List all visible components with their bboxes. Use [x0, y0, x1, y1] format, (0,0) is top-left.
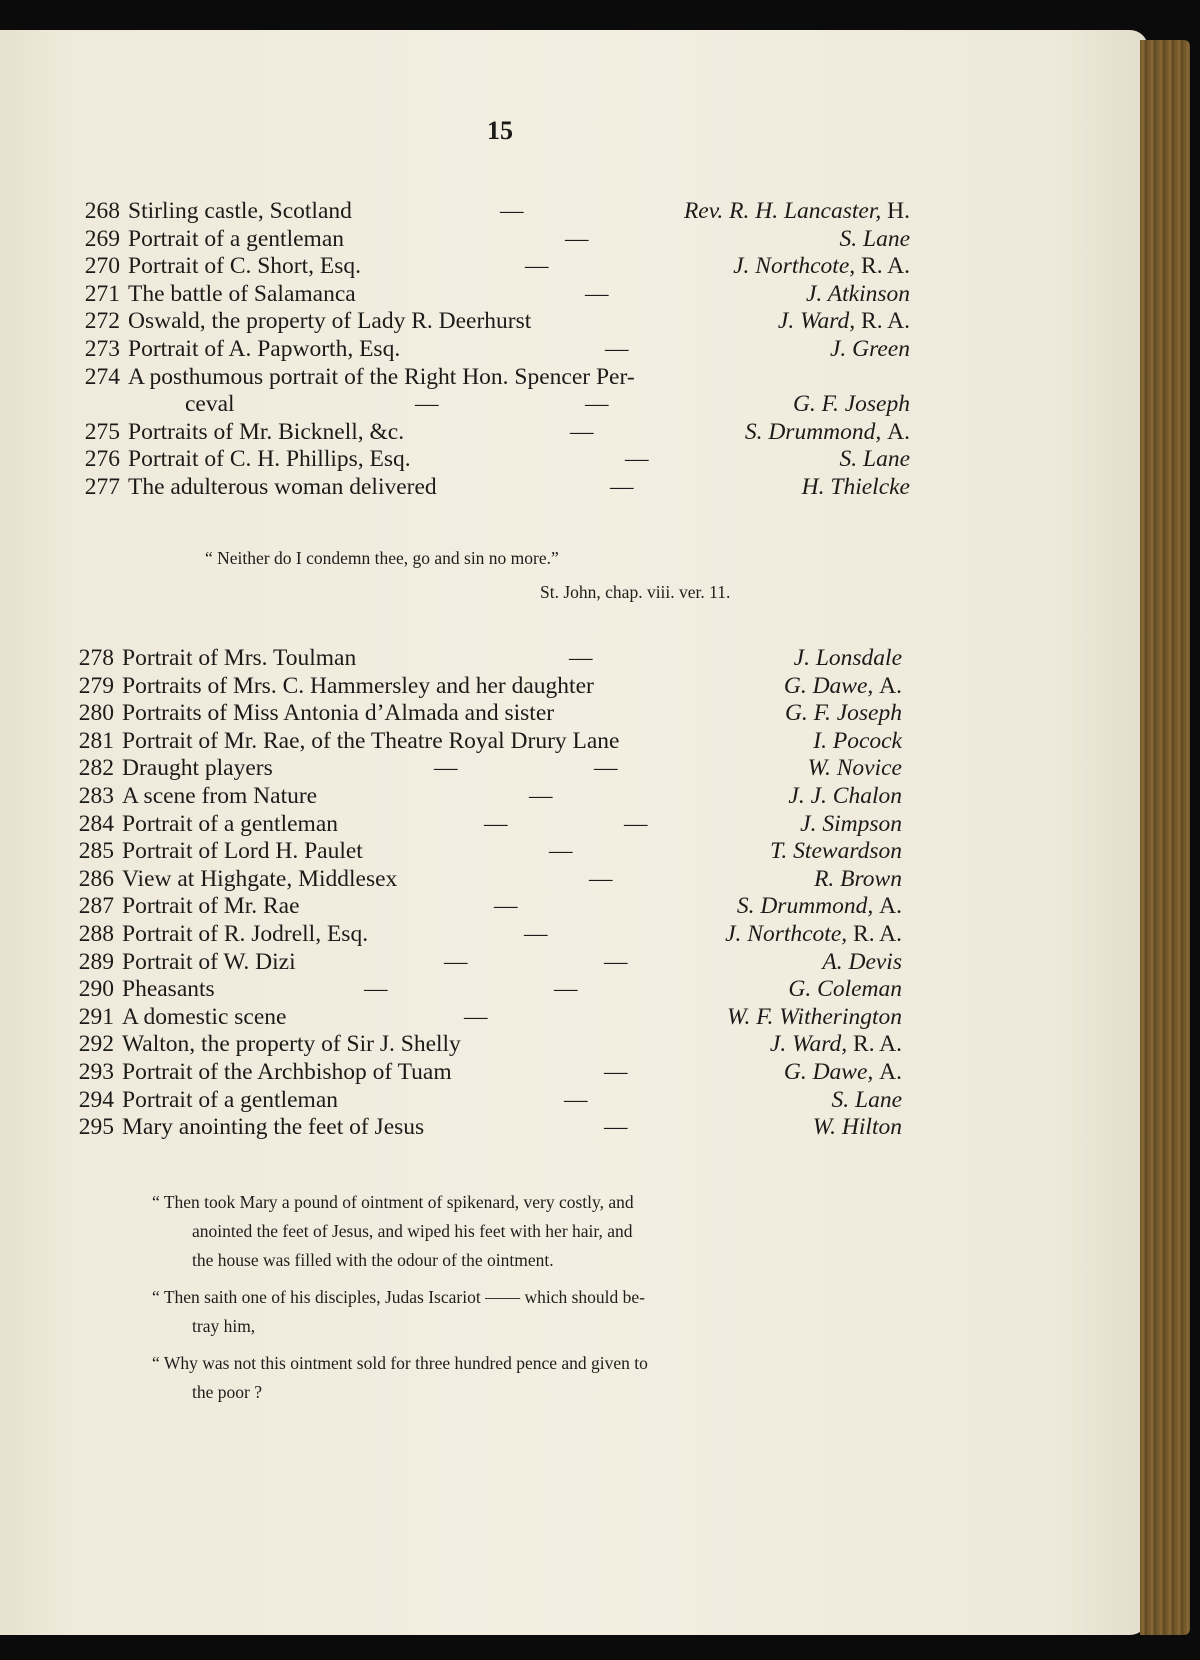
entry-artist: [822, 949, 902, 977]
entry-row: [70, 336, 910, 364]
entry-artist: [784, 1059, 902, 1087]
entry-list-1: [70, 198, 910, 502]
entry-title: Portrait of a gentleman: [122, 810, 338, 837]
artist-name: G. F. Joseph: [784, 700, 902, 727]
entry-title: Portrait of Lord H. Paulet: [122, 838, 363, 865]
dash-separator: —: [569, 645, 593, 671]
entry-artist: [793, 391, 910, 419]
entry-artist: [684, 198, 910, 226]
entry-number: 270: [84, 253, 120, 280]
artist-name: J. Lonsdale: [793, 645, 902, 671]
artist-honours: A.: [887, 418, 910, 445]
entry-row: [70, 281, 910, 309]
entry-title: Portrait of Mr. Rae: [122, 893, 300, 920]
entry-number: 287: [78, 893, 114, 920]
dash-separator: —: [624, 810, 648, 837]
entry-artist: [788, 976, 902, 1004]
artist-name: T. Stewardson: [770, 838, 902, 865]
entry-title: Oswald, the property of Lady R. Deerhurst: [128, 308, 532, 335]
entry-artist: [802, 474, 910, 502]
entry-row: [70, 364, 910, 392]
page-number: 15: [487, 116, 513, 145]
entry-title: Portraits of Mrs. C. Hammersley and her daughter: [122, 672, 594, 699]
dash-separator: —: [549, 838, 573, 865]
entry-number: 277: [84, 473, 120, 500]
entry-row: [70, 308, 910, 336]
dash-separator: —: [610, 473, 634, 500]
artist-honours: R. A.: [853, 920, 902, 947]
dash-separator: —: [524, 920, 548, 947]
entry-number: 272: [84, 308, 120, 335]
entry-artist: [788, 783, 902, 811]
artist-name: S. Lane: [839, 446, 910, 473]
artist-name: J. Ward,: [777, 308, 856, 335]
quote-paragraph-1: [152, 1188, 802, 1275]
artist-name: S. Lane: [839, 225, 910, 252]
artist-name: W. F. Witherington: [727, 1003, 902, 1030]
entry-title: Portrait of a gentleman: [122, 1086, 338, 1113]
quote-line: “ Then saith one of his disciples, Judas Iscariot —— which should be-: [152, 1287, 645, 1307]
entry-artist: [770, 1031, 902, 1059]
entry-row: [64, 1031, 902, 1059]
artist-name: G. Dawe,: [783, 672, 874, 699]
entry-number: 294: [78, 1086, 114, 1113]
entry-title: A domestic scene: [122, 1003, 287, 1030]
quote-line: tray him,: [192, 1316, 256, 1336]
scripture-quote: “ Neither do I condemn thee, go and sin no more.”: [205, 548, 559, 568]
dash-separator: —: [585, 280, 609, 307]
dash-separator: —: [529, 782, 553, 809]
entry-artist: [813, 728, 902, 756]
artist-honours: H.: [887, 198, 910, 224]
entry-number: 293: [78, 1058, 114, 1085]
artist-name: H. Thielcke: [801, 473, 910, 500]
dash-separator: —: [415, 391, 439, 418]
catalogue-page: [0, 30, 1148, 1635]
dash-separator: —: [484, 810, 508, 837]
entry-artist: [745, 419, 910, 447]
entry-number: 289: [78, 948, 114, 975]
entry-artist: [770, 838, 902, 866]
entry-number: 273: [84, 335, 120, 362]
entry-number: 282: [78, 755, 114, 782]
entry-row: [64, 921, 902, 949]
entry-number: 288: [78, 920, 114, 947]
entry-number: 271: [84, 280, 120, 307]
artist-name: J. J. Chalon: [788, 782, 902, 809]
entry-list-2: [64, 645, 902, 1142]
entry-number: 279: [78, 672, 114, 699]
entry-number: 295: [78, 1114, 114, 1141]
entry-artist: [737, 893, 902, 921]
entry-artist: [733, 253, 910, 281]
dash-separator: —: [570, 418, 594, 445]
dash-separator: —: [604, 1114, 628, 1141]
dash-separator: —: [585, 391, 609, 418]
entry-number: 285: [78, 838, 114, 865]
artist-honours: R. A.: [861, 308, 910, 335]
dash-separator: —: [494, 893, 518, 920]
entry-row: [70, 474, 910, 502]
entry-number: 274: [84, 363, 120, 390]
entry-number: 280: [78, 700, 114, 727]
entry-number: 268: [84, 198, 120, 224]
dash-separator: —: [434, 755, 458, 782]
artist-honours: R. A.: [861, 253, 910, 280]
entry-title: The adulterous woman delivered: [128, 473, 437, 500]
entry-title: View at Highgate, Middlesex: [122, 865, 398, 892]
entry-title: Portrait of the Archbishop of Tuam: [122, 1058, 452, 1085]
dash-separator: —: [444, 948, 468, 975]
entry-title: Portrait of A. Papworth, Esq.: [128, 335, 401, 362]
entry-number: 290: [78, 976, 114, 1003]
entry-title: Portrait of Mrs. Toulman: [122, 645, 357, 671]
entry-artist: [794, 645, 902, 673]
entry-number: 276: [84, 446, 120, 473]
artist-name: J. Atkinson: [806, 280, 910, 307]
entry-number: 291: [78, 1003, 114, 1030]
entry-row: [70, 446, 910, 474]
quote-line: the house was filled with the odour of the ointment.: [192, 1250, 554, 1270]
dash-separator: —: [605, 335, 629, 362]
entry-artist: [808, 755, 902, 783]
artist-name: S. Drummond,: [744, 418, 882, 445]
entry-row: [70, 253, 910, 281]
quote-line: the poor ?: [192, 1382, 262, 1402]
entry-number: 284: [78, 810, 114, 837]
entry-row: [64, 783, 902, 811]
entry-row: [70, 391, 910, 419]
entry-title: A scene from Nature: [122, 782, 318, 809]
quote-line: “ Why was not this ointment sold for three hundred pence and given to: [152, 1353, 648, 1373]
entry-row: [64, 1087, 902, 1115]
quote-line: anointed the feet of Jesus, and wiped his feet with her hair, and: [192, 1221, 633, 1241]
entry-title: Draught players: [122, 755, 273, 782]
artist-name: A. Devis: [822, 948, 902, 975]
entry-row: [64, 838, 902, 866]
entry-number: 278: [78, 645, 114, 671]
entry-title: ceval: [185, 391, 235, 418]
scripture-citation: St. John, chap. viii. ver. 11.: [540, 582, 731, 602]
entry-artist: [814, 866, 902, 894]
artist-honours: A.: [879, 893, 902, 920]
entry-artist: [784, 673, 902, 701]
artist-honours: A.: [879, 1058, 902, 1085]
entry-row: [64, 811, 902, 839]
entry-artist: [813, 1114, 902, 1142]
entry-artist: [727, 1004, 902, 1032]
entry-artist: [800, 811, 902, 839]
entry-row: [64, 976, 902, 1004]
entry-number: 286: [78, 865, 114, 892]
quote-paragraph-3: [152, 1349, 802, 1407]
entry-row: [64, 673, 902, 701]
quote-paragraph-2: [152, 1283, 802, 1341]
entry-number: 281: [78, 727, 114, 754]
dash-separator: —: [364, 976, 388, 1003]
dash-separator: —: [464, 1003, 488, 1030]
artist-name: W. Hilton: [812, 1114, 902, 1141]
entry-title: A posthumous portrait of the Right Hon. Spencer Per-: [128, 363, 635, 390]
entry-title: Walton, the property of Sir J. Shelly: [122, 1031, 461, 1058]
artist-name: J. Northcote,: [725, 920, 848, 947]
entry-row: [64, 645, 902, 673]
dash-separator: —: [604, 948, 628, 975]
entry-title: Portrait of C. Short, Esq.: [128, 253, 362, 280]
entry-number: 283: [78, 782, 114, 809]
entry-row: [64, 949, 902, 977]
entry-row: [64, 1114, 902, 1142]
dash-separator: —: [525, 253, 549, 280]
entry-artist: [840, 446, 911, 474]
artist-name: G. Dawe,: [783, 1058, 874, 1085]
entry-title: Mary anointing the feet of Jesus: [122, 1114, 425, 1141]
artist-honours: R. A.: [853, 1031, 902, 1058]
entry-number: 275: [84, 418, 120, 445]
artist-name: S. Lane: [831, 1086, 902, 1113]
entry-title: Portraits of Mr. Bicknell, &c.: [128, 418, 405, 445]
artist-honours: A.: [879, 672, 902, 699]
entry-artist: [778, 308, 910, 336]
dash-separator: —: [625, 446, 649, 473]
entry-artist: [806, 281, 910, 309]
dash-separator: —: [554, 976, 578, 1003]
entry-row: [64, 700, 902, 728]
dash-separator: —: [594, 755, 618, 782]
entry-title: Portrait of W. Dizi: [122, 948, 296, 975]
entry-row: [70, 419, 910, 447]
entry-artist: [830, 336, 910, 364]
entry-row: [64, 893, 902, 921]
dash-separator: —: [565, 225, 589, 252]
entry-row: [64, 1059, 902, 1087]
entry-title: Stirling castle, Scotland: [128, 198, 352, 224]
artist-name: G. Coleman: [788, 976, 902, 1003]
entry-number: 292: [78, 1031, 114, 1058]
dash-separator: —: [589, 865, 613, 892]
artist-name: J. Ward,: [769, 1031, 848, 1058]
entry-row: [70, 226, 910, 254]
artist-name: W. Novice: [807, 755, 902, 782]
artist-name: I. Pocock: [813, 727, 902, 754]
dash-separator: —: [604, 1058, 628, 1085]
entry-artist: [785, 700, 902, 728]
book-spine: [1140, 40, 1190, 1635]
entry-row: [64, 866, 902, 894]
artist-name: R. Brown: [814, 865, 902, 892]
artist-name: S. Drummond,: [736, 893, 874, 920]
dash-separator: —: [564, 1086, 588, 1113]
artist-name: J. Northcote,: [733, 253, 856, 280]
artist-name: G. F. Joseph: [792, 391, 910, 418]
entry-row: [70, 198, 910, 226]
entry-number: 269: [84, 225, 120, 252]
entry-title: Pheasants: [122, 976, 215, 1003]
entry-row: [64, 755, 902, 783]
entry-row: [64, 1004, 902, 1032]
artist-name: J. Green: [829, 335, 910, 362]
entry-row: [64, 728, 902, 756]
entry-title: Portraits of Miss Antonia d’Almada and sister: [122, 700, 555, 727]
artist-name: J. Simpson: [800, 810, 902, 837]
entry-artist: [832, 1087, 903, 1115]
entry-artist: [840, 226, 911, 254]
entry-title: Portrait of a gentleman: [128, 225, 344, 252]
quote-line: “ Then took Mary a pound of ointment of spikenard, very costly, and: [152, 1192, 634, 1212]
entry-title: Portrait of Mr. Rae, of the Theatre Royal Drury Lane: [122, 727, 620, 754]
entry-artist: [725, 921, 902, 949]
entry-title: Portrait of C. H. Phillips, Esq.: [128, 446, 411, 473]
entry-title: The battle of Salamanca: [128, 280, 356, 307]
entry-title: Portrait of R. Jodrell, Esq.: [122, 920, 369, 947]
dash-separator: —: [500, 198, 524, 224]
artist-name: Rev. R. H. Lancaster,: [683, 198, 882, 224]
